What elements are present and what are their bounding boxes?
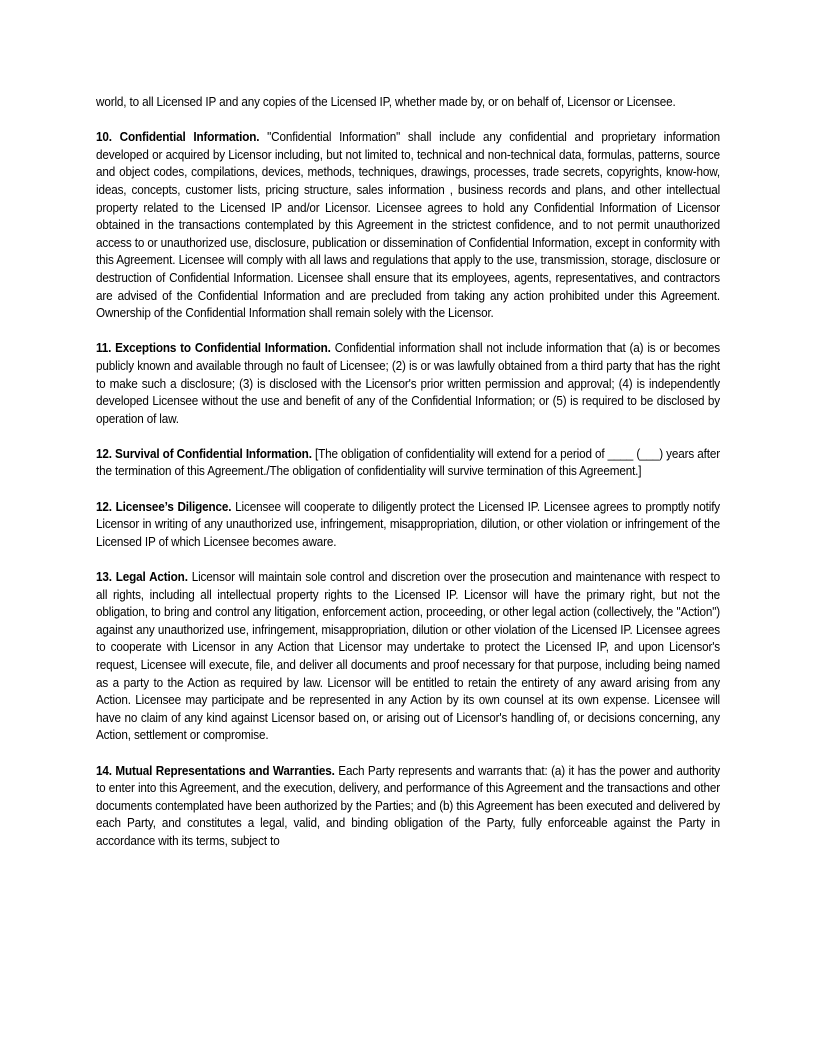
section-confidential-information [96,129,720,323]
section-representations-warranties [96,763,720,851]
section-body: Confidential information shall not include information that (a) is or becomes publicly known and available through no fault of Licensee; (2) is or was lawfully obtained from a third party that has the right to make such a disclosure; (3) is disclosed with the Licensor's prior written permission and approval; (4) is independently developed Licensee without the use and benefit of any of the Confidential Information; or (5) is required to be disclosed by operation of law. [96,341,721,426]
section-body: "Confidential Information" shall include any confidential and proprietary information developed or acquired by Licensor including, but not limited to, technical and non-technical data, formulas, patterns, source and object codes, compilations, devices, methods, techniques, drawings, processes, trade secrets, copyrights, know-how, ideas, concepts, customer lists, pricing structure, sales information , business records and plans, and other intellectual property related to the Licensed IP and/or Licensor. Licensee agrees to hold any Confidential Information of Licensor obtained in the transactions contemplated by this Agreement in the strictest confidence, and to not permit unauthorized access to or unauthorized use, disclosure, publication or dissemination of Confidential Information, except in conformity with this Agreement. Licensee will comply with all laws and regulations that apply to the use, transmission, storage, disclosure or destruction of Confidential Information. Licensee shall ensure that its employees, agents, representatives, and contractors are advised of the Confidential Information and are precluded from taking any action prohibited under this Agreement. Ownership of the Confidential Information shall remain solely with the Licensor. [96,130,721,321]
section-heading: 10. Confidential Information. [96,130,260,145]
section-licensee-diligence [96,499,720,552]
section-body: [The obligation of confidentiality will extend for a period of ____ (___) years after the termination of this Agreement./The obligation of confidentiality will survive termination of this Agreement.] [96,446,721,479]
section-heading: 12. Licensee’s Diligence. [96,499,232,514]
section-heading: 14. Mutual Representations and Warranties. [96,763,335,778]
section-body: Each Party represents and warrants that: (a) it has the power and authority to enter into this Agreement, and the execution, delivery, and performance of this Agreement and the transactions and other documents contemplated have been authorized by the Parties; and (b) this Agreement has been executed and delivered by each Party, and constitutes a legal, valid, and binding obligation of the Party, fully enforceable against the Party in accordance with its terms, subject to [96,763,721,848]
section-exceptions [96,340,720,428]
section-heading: 11. Exceptions to Confidential Information. [96,341,331,356]
section-body: Licensor will maintain sole control and discretion over the prosecution and maintenance with respect to all rights, including all intellectual property rights to the Licensed IP. Licensor will have the primary right, but not the obligation, to bring and control any litigation, enforcement action, proceeding, or other legal action (collectively, the "Action") against any unauthorized use, infringement, misappropriation, dilution or other violation of the Licensed IP. Licensee agrees to cooperate with Licensor in any Action that Licensor may undertake to protect the Licensed IP, and upon Licensor's request, Licensee will execute, file, and deliver all documents and proof necessary for that purpose, including being named as a party to the Action as required by law. Licensor will be entitled to retain the entirety of any award arising from any Action. Licensee may participate and be represented in any Action by its own counsel at its own expense. Licensee will have no claim of any kind against Licensor based on, or arising out of Licensor's handling of, or decisions concerning, any Action, settlement or compromise. [96,570,721,743]
section-heading: 12. Survival of Confidential Information. [96,446,312,461]
section-survival [96,446,720,481]
section-heading: 13. Legal Action. [96,570,188,585]
section-body: Licensee will cooperate to diligently protect the Licensed IP. Licensee agrees to promptly notify Licensor in writing of any unauthorized use, infringement, misappropriation, dilution, or other violation or infringement of the Licensed IP of which Licensee becomes aware. [96,499,721,549]
continuation-paragraph: world, to all Licensed IP and any copies of the Licensed IP, whether made by, or on behalf of, Licensor or Licensee. [96,95,676,109]
section-legal-action [96,569,720,745]
document-page [96,94,720,868]
